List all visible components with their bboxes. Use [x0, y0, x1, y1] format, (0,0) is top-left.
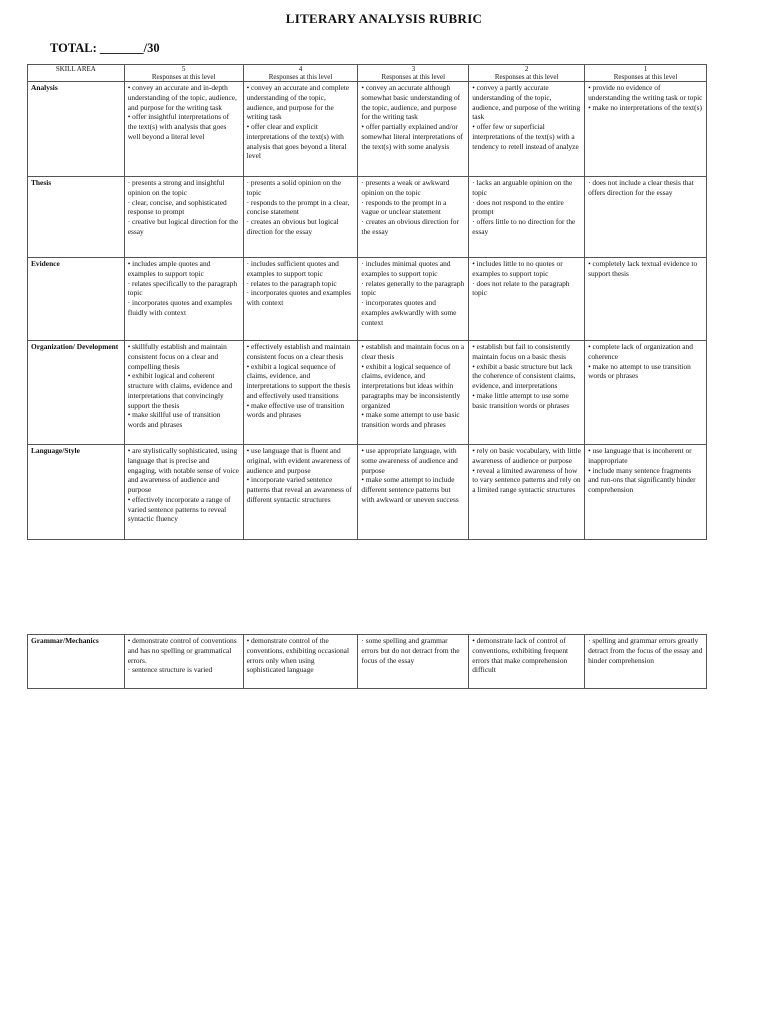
header-level-3: [358, 65, 469, 82]
criteria-cell: [243, 445, 358, 540]
criterion-line: • offer few or superficial interpretations of the text(s) with a tendency to retell instead of analyze: [472, 122, 579, 151]
criterion-line: • exhibit a logical sequence of claims, evidence, and interpretations but ideas within paragraphs may be inconsistently organized: [361, 361, 461, 410]
criterion-line: · presents a strong and insightful opinion on the topic: [127, 178, 225, 197]
criterion-line: • convey an accurate although somewhat basic understanding of the topic, audience, and purpose for the writing task: [361, 83, 461, 122]
criterion-line: · relates generally to the paragraph topic: [361, 278, 465, 298]
criterion-line: · incorporates quotes and examples awkwardly with some context: [361, 298, 457, 327]
criteria-cell: [124, 82, 243, 177]
page-title: LITERARY ANALYSIS RUBRIC: [285, 11, 483, 26]
criteria-cell: [124, 341, 243, 445]
criterion-line: · lacks an arguable opinion on the topic: [472, 178, 573, 197]
criteria-cell: [585, 445, 707, 540]
header-level-5: [124, 65, 243, 82]
rubric-row-evidence: [28, 258, 707, 341]
criteria-cell: • demonstrate control of the conventions, exhibiting occasional errors only when using sophisticated language: [243, 635, 358, 689]
criteria-cell: · spelling and grammar errors greatly detract from the focus of the essay and hinder comprehension: [585, 635, 707, 689]
criterion-line: • rely on basic vocabulary, with little awareness of audience or purpose: [472, 446, 581, 465]
criteria-cell: [469, 445, 585, 540]
criteria-cell: [358, 445, 469, 540]
criterion-line: • make effective use of transition words and phrases: [246, 400, 345, 420]
criteria-cell: · some spelling and grammar errors but do not detract from the focus of the essay: [358, 635, 469, 689]
level-subtitle: Responses at this level: [381, 73, 446, 82]
rubric-row-thesis: [28, 177, 707, 258]
criterion-line: · creates an obvious direction for the essay: [361, 217, 459, 236]
criterion-line: · creative but logical direction for the essay: [127, 217, 239, 236]
criteria-cell: [469, 177, 585, 258]
skill-area-label: Thesis: [28, 177, 125, 258]
criteria-cell: [358, 177, 469, 258]
criterion-line: • use language that is fluent and original, with evident awareness of audience and purpose: [246, 446, 351, 475]
criteria-cell: [243, 82, 358, 177]
criterion-line: • exhibit a basic structure but lack the coherence of consistent claims, evidence, and interpretations: [472, 361, 576, 391]
criterion-line: • effectively establish and maintain consistent focus on a clear thesis: [246, 342, 351, 361]
criterion-line: · relates to the paragraph topic: [246, 278, 337, 288]
criteria-cell: [358, 258, 469, 341]
criterion-line: • includes ample quotes and examples to support topic: [127, 259, 211, 278]
total-score-label: TOTAL: _______/30: [50, 41, 160, 55]
criterion-line: • incorporate varied sentence patterns that reveal an awareness of different syntactic structures: [246, 475, 352, 504]
level-score: 1: [643, 65, 648, 73]
skill-area-label: Organization/ Development: [28, 341, 125, 445]
criterion-line: • offer clear and explicit interpretations of the text(s) with analysis that goes beyond a literal level: [246, 122, 347, 161]
criteria-cell: [358, 341, 469, 445]
level-subtitle: Responses at this level: [494, 73, 559, 82]
criterion-line: · incorporates quotes and examples fluidly with context: [127, 298, 232, 317]
criterion-line: • exhibit logical and coherent structure with claims, evidence and interpretations that convincingly support the thesis: [127, 371, 233, 410]
criterion-line: • make some attempt to include different sentence patterns but with awkward or uneven success: [361, 475, 459, 504]
criterion-line: • provide no evidence of understanding the writing task or topic: [588, 83, 703, 102]
grammar-table: [27, 634, 707, 689]
criterion-line: · clear, concise, and sophisticated response to prompt: [127, 197, 227, 217]
criteria-cell: [585, 82, 707, 177]
criterion-line: • demonstrate control of conventions and has no spelling or grammatical errors.: [127, 636, 237, 665]
criterion-line: • complete lack of organization and coherence: [588, 342, 693, 361]
header-level-1: [585, 65, 707, 82]
criteria-cell: [124, 258, 243, 341]
header-level-2: [469, 65, 585, 82]
criteria-cell: [124, 177, 243, 258]
criteria-cell: [243, 177, 358, 258]
criterion-line: • make no interpretations of the text(s): [588, 102, 702, 112]
criterion-line: • exhibit a logical sequence of claims, evidence, and interpretations to support the thesis and effectively used transitions: [246, 361, 351, 400]
criterion-line: · offers little to no direction for the essay: [472, 217, 576, 236]
criteria-cell: [469, 341, 585, 445]
criterion-line: • convey a partly accurate understanding of the topic, audience, and purpose of the writing task: [472, 83, 581, 122]
criterion-line: • make skillful use of transition words and phrases: [127, 410, 221, 430]
criterion-line: • convey an accurate and complete understanding of the topic, audience, and purpose for the writing task: [246, 83, 350, 122]
criterion-line: · responds to the prompt in a vague or unclear statement: [361, 197, 447, 217]
criteria-cell: [243, 258, 358, 341]
criterion-line: • offer insightful interpretations of the text(s) with analysis that goes well beyond a literal level: [127, 112, 230, 141]
criteria-cell: [585, 341, 707, 445]
criterion-line: · creates an obvious but logical direction for the essay: [246, 217, 339, 236]
header-skill-area: SKILL AREA: [28, 65, 125, 82]
criterion-line: • offer partially explained and/or somewhat literal interpretations of the text(s) with some analysis: [361, 122, 464, 151]
criterion-line: · includes sufficient quotes and examples to support topic: [246, 259, 339, 278]
skill-area-label: Evidence: [28, 258, 125, 341]
criteria-cell: [469, 82, 585, 177]
criterion-line: • use language that is incoherent or inappropriate: [588, 446, 692, 465]
rubric-header-row: [28, 65, 707, 82]
criterion-line: · presents a weak or awkward opinion on the topic: [361, 178, 450, 197]
level-subtitle: Responses at this level: [268, 73, 333, 82]
criterion-line: • reveal a limited awareness of how to vary sentence patterns and rely on a limited range syntactic structures: [472, 465, 581, 495]
level-score: 4: [298, 65, 303, 73]
level-score: 2: [524, 65, 529, 73]
criterion-line: · relates specifically to the paragraph topic: [127, 278, 238, 298]
criterion-line: • effectively incorporate a range of varied sentence patterns to reveal syntactic fluency: [127, 494, 231, 524]
criterion-line: • make no attempt to use transition words or phrases: [588, 361, 691, 381]
level-subtitle: Responses at this level: [151, 73, 216, 82]
criterion-line: • are stylistically sophisticated, using language that is precise and engaging, with notable sense of voice and awareness of audience and purpose: [127, 446, 239, 495]
criterion-line: • skillfully establish and maintain consistent focus on a clear and compelling thesis: [127, 342, 227, 371]
skill-area-label: Analysis: [28, 82, 125, 177]
rubric-row-organization: [28, 341, 707, 445]
criteria-cell: [124, 445, 243, 540]
criterion-line: • use appropriate language, with some awareness of audience and purpose: [361, 446, 458, 475]
header-level-4: [243, 65, 358, 82]
level-score: 3: [411, 65, 416, 73]
criterion-line: · responds to the prompt in a clear, concise statement: [246, 197, 350, 217]
level-score: 5: [181, 65, 186, 73]
criterion-line: · incorporates quotes and examples with context: [246, 288, 351, 308]
criteria-cell: [124, 635, 243, 689]
criterion-line: • establish but fail to consistently maintain focus on a basic thesis: [472, 342, 571, 361]
criteria-cell: · does not include a clear thesis that offers direction for the essay: [585, 177, 707, 258]
level-subtitle: Responses at this level: [613, 73, 678, 82]
criterion-line: · presents a solid opinion on the topic: [246, 178, 341, 197]
criteria-cell: [243, 341, 358, 445]
rubric-row-analysis: [28, 82, 707, 177]
criterion-line: • establish and maintain focus on a clear thesis: [361, 342, 465, 361]
criteria-cell: [358, 82, 469, 177]
skill-area-label: Grammar/Mechanics: [28, 635, 125, 689]
rubric-row-language-style: [28, 445, 707, 540]
criterion-line: · sentence structure is varied: [127, 665, 213, 675]
criterion-line: • includes little to no quotes or examples to support topic: [472, 259, 563, 278]
criteria-cell: • completely lack textual evidence to support thesis: [585, 258, 707, 341]
criterion-line: · includes minimal quotes and examples to support topic: [361, 259, 451, 278]
criterion-line: • convey an accurate and in-depth understanding of the topic, audience, and purpose for the writing task: [127, 83, 237, 112]
rubric-table: [27, 64, 707, 540]
criterion-line: · does not relate to the paragraph topic: [472, 278, 570, 298]
criterion-line: • make some attempt to use basic transition words and phrases: [361, 410, 460, 430]
criterion-line: • make little attempt to use some basic transition words or phrases: [472, 390, 570, 410]
skill-area-label: Language/Style: [28, 445, 125, 540]
criteria-cell: [469, 258, 585, 341]
rubric-row-grammar: [28, 635, 707, 689]
criteria-cell: • demonstrate lack of control of conventions, exhibiting frequent errors that make comprehension difficult: [469, 635, 585, 689]
criterion-line: · does not respond to the entire prompt: [472, 197, 564, 217]
criterion-line: • include many sentence fragments and run-ons that significantly hinder comprehension: [588, 465, 696, 495]
